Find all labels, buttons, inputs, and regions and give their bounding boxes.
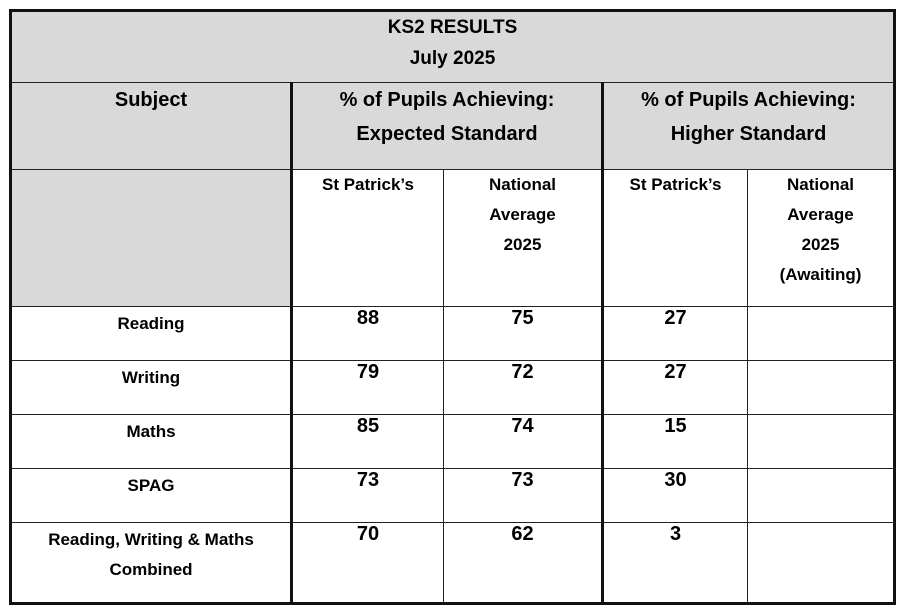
expected-national-subheader [444, 170, 603, 307]
subject-label: Writing [121, 368, 181, 387]
expected-school-value: 79 [292, 361, 444, 415]
subheader-line: 2025 [801, 235, 840, 254]
row-subject [11, 307, 292, 361]
expected-school-value: 85 [292, 415, 444, 469]
expected-national-value: 74 [444, 415, 603, 469]
expected-school-subheader: St Patrick’s [292, 170, 444, 307]
higher-national-value [748, 307, 895, 361]
expected-school-value: 70 [292, 523, 444, 604]
higher-school-value: 15 [603, 415, 748, 469]
higher-school-subheader: St Patrick’s [603, 170, 748, 307]
expected-header-line1: % of Pupils Achieving: [339, 89, 555, 111]
row-subject [11, 469, 292, 523]
subject-header: Subject [11, 83, 292, 170]
higher-header-line1: % of Pupils Achieving: [641, 89, 856, 111]
expected-school-value: 88 [292, 307, 444, 361]
table-row [11, 469, 895, 523]
subject-label: Maths [126, 422, 176, 441]
expected-national-value: 72 [444, 361, 603, 415]
higher-school-value: 30 [603, 469, 748, 523]
higher-school-value: 27 [603, 307, 748, 361]
row-subject [11, 415, 292, 469]
table-row [11, 415, 895, 469]
subheader-line: Average [787, 205, 854, 224]
higher-header-line2: Higher Standard [670, 123, 827, 145]
subject-label: Reading [117, 314, 185, 333]
subject-subheader-blank [11, 170, 292, 307]
higher-school-value: 27 [603, 361, 748, 415]
expected-standard-header [292, 83, 603, 170]
row-subject [11, 523, 292, 604]
subject-label: SPAG [127, 476, 175, 495]
expected-header-line2: Expected Standard [356, 123, 538, 145]
expected-national-value: 75 [444, 307, 603, 361]
subheader-line: Average [489, 205, 556, 224]
row-subject [11, 361, 292, 415]
higher-national-value [748, 415, 895, 469]
subheader-line: National [786, 175, 855, 194]
higher-national-value [748, 361, 895, 415]
table-row [11, 307, 895, 361]
expected-school-value: 73 [292, 469, 444, 523]
higher-school-value: 3 [603, 523, 748, 604]
subheader-line: 2025 [503, 235, 542, 254]
higher-national-value [748, 523, 895, 604]
table-row [11, 361, 895, 415]
subject-label: Combined [109, 560, 193, 579]
title-date: July 2025 [409, 48, 496, 69]
expected-national-value: 62 [444, 523, 603, 604]
higher-national-value [748, 469, 895, 523]
subheader-line: National [488, 175, 557, 194]
expected-national-value: 73 [444, 469, 603, 523]
table-row [11, 523, 895, 604]
ks2-results-table [9, 9, 896, 605]
higher-national-subheader [748, 170, 895, 307]
subheader-line: (Awaiting) [779, 265, 862, 284]
table-title [11, 11, 895, 83]
higher-standard-header [603, 83, 895, 170]
subject-label: Reading, Writing & Maths [48, 530, 254, 549]
title-main: KS2 RESULTS [387, 17, 518, 38]
